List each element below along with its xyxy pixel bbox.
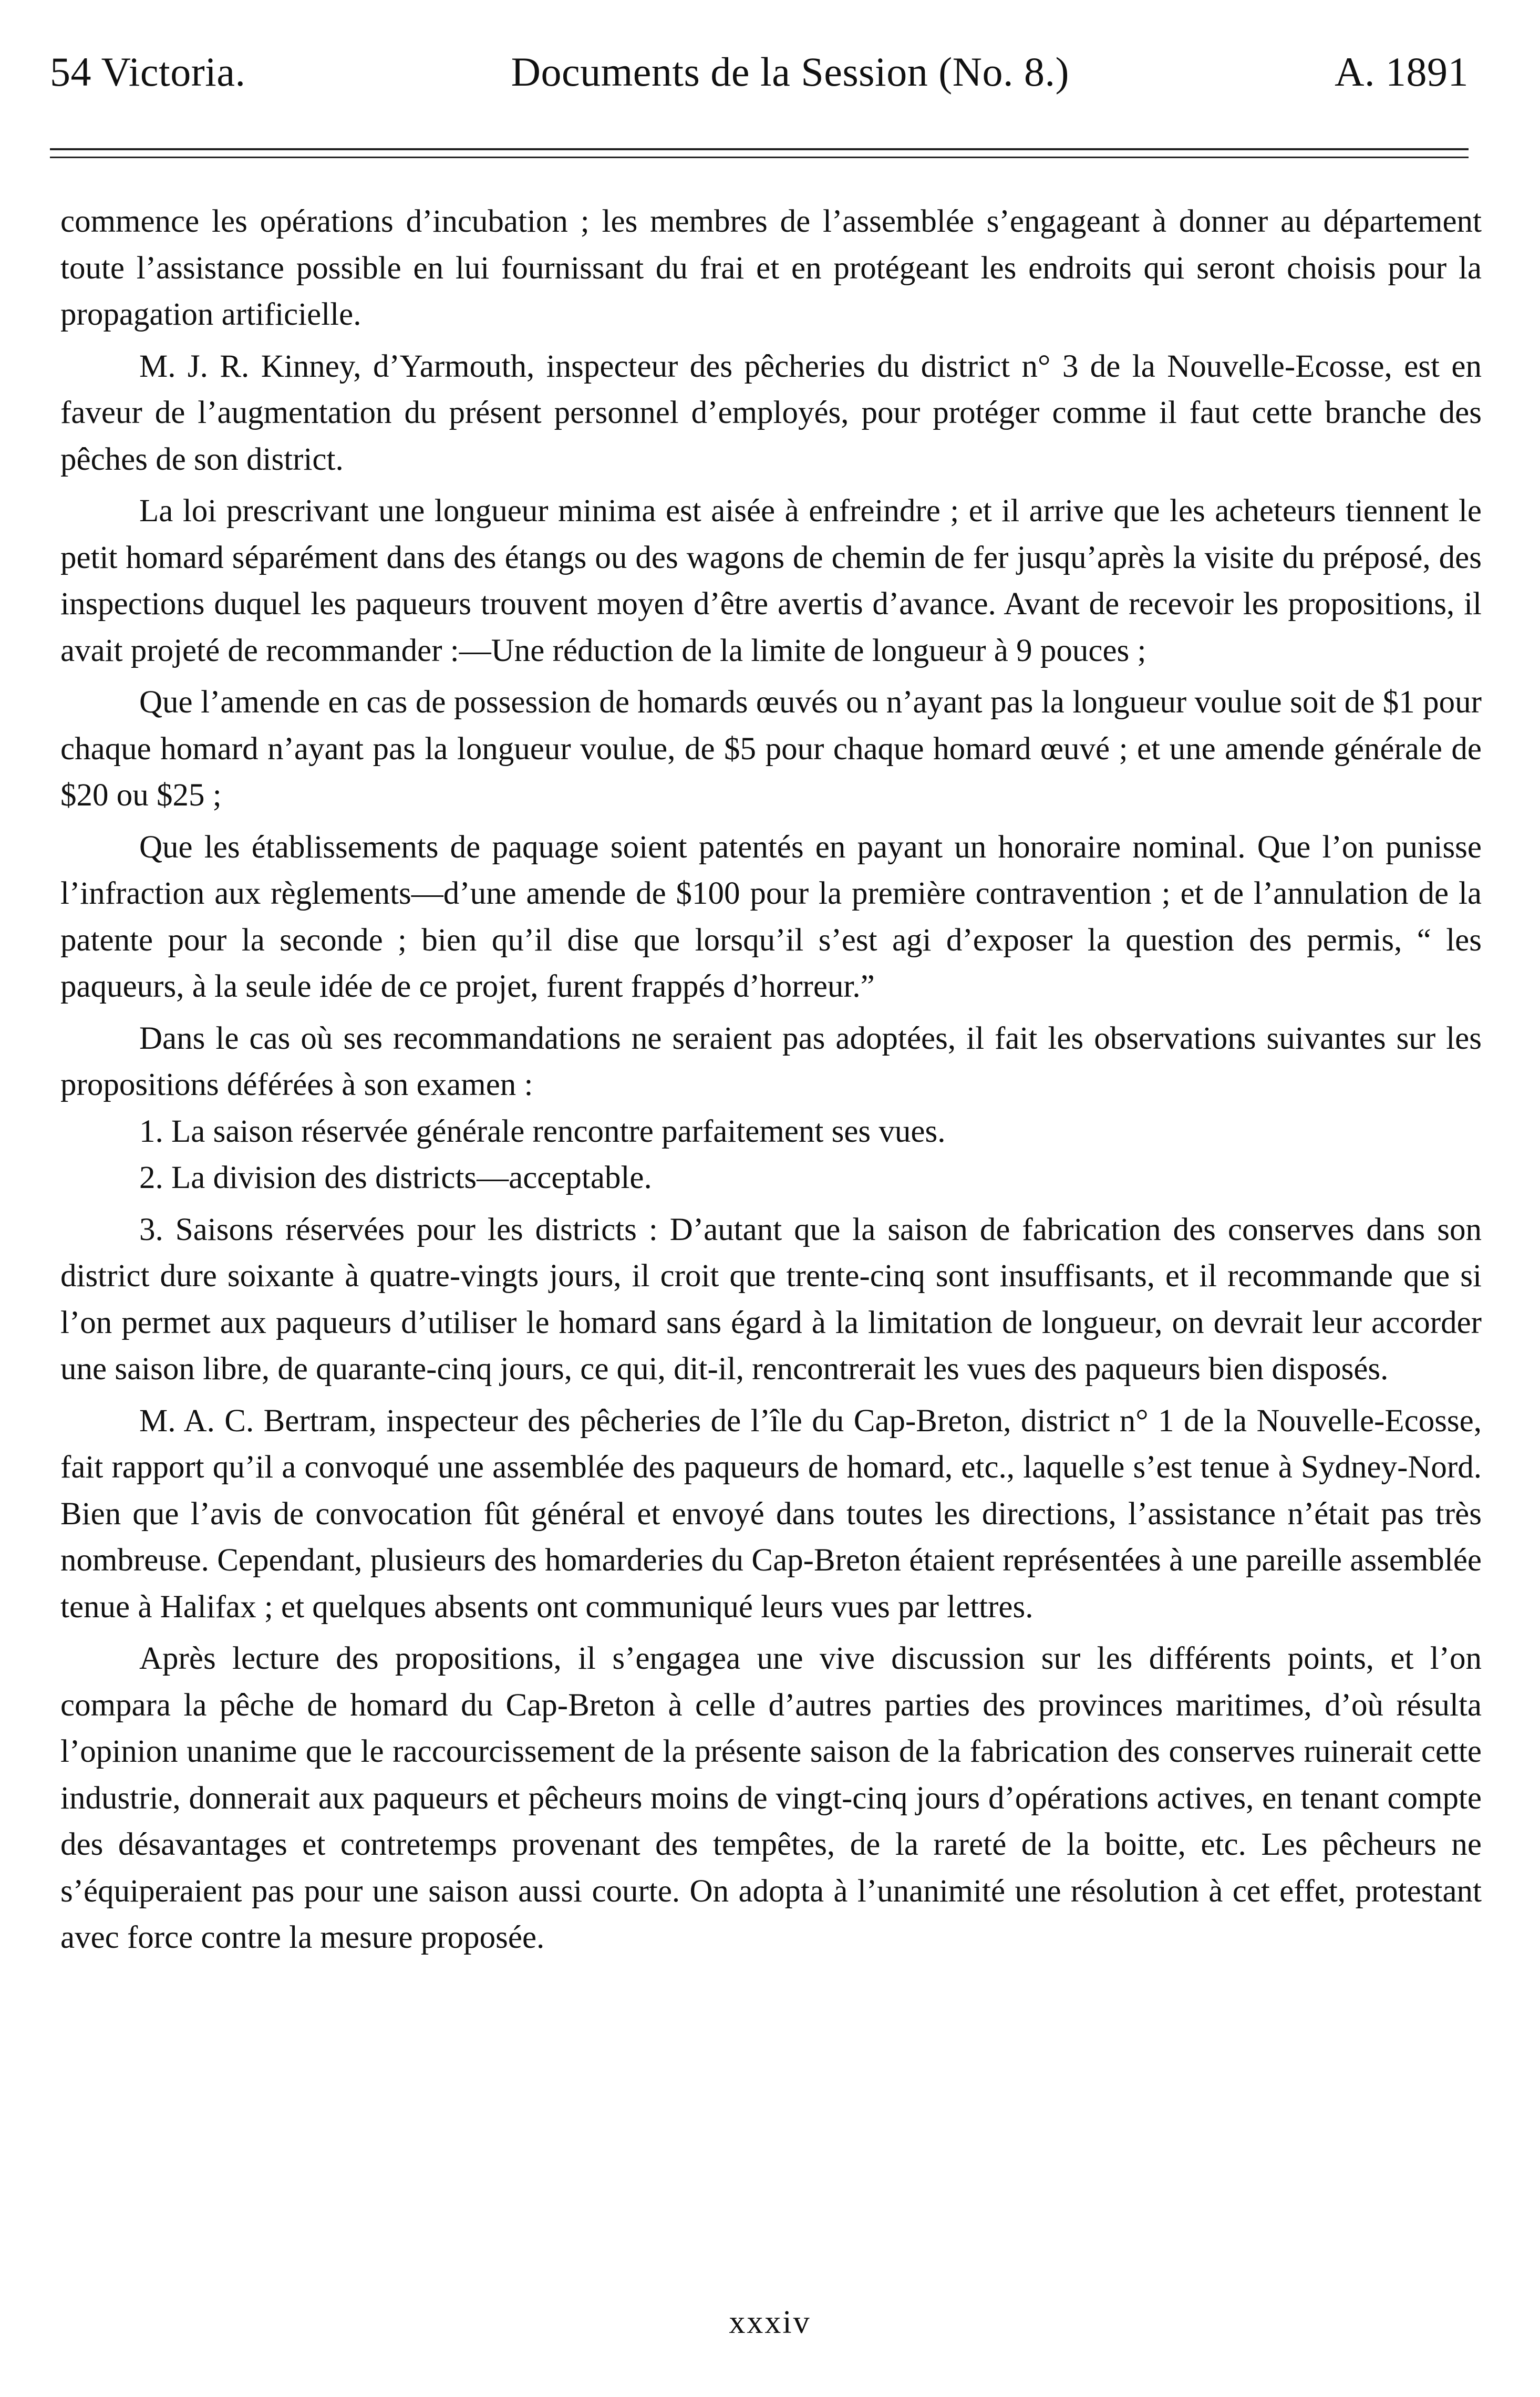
body-text: [60, 199, 1482, 1961]
header-document-title: Documents de la Session (No. 8.): [511, 49, 1069, 95]
list-item-3: 3. Saisons réservées pour les districts : D’autant que la saison de fabrication des conserves dans son district dure soixante à quatre-vingts jours, il croit que trente-cinq sont insuffisants, et il recommande que si l’on permet aux paqueurs d’utiliser le homard sans égard à la limitation de longueur, on devrait leur accorder une saison libre, de quarante-cinq jours, ce qui, dit-il, rencontrerait les vues des paqueurs bien disposés.: [60, 1212, 1482, 1387]
header-rule-bottom: [50, 157, 1469, 158]
paragraph-incubation: commence les opérations d’incubation ; les membres de l’assemblée s’engageant à donner au département toute l’assistance possible en lui fournissant du frai et en protégeant les endroits qui seront choisis pour la propagation artificielle.: [60, 204, 1482, 332]
paragraph-discussion: Après lecture des propositions, il s’engagea une vive discussion sur les différents points, et l’on compara la pêche de homard du Cap-Breton à celle d’autres parties des provinces maritimes, d’où résulta l’opinion unanime que le raccourcissement de la présente saison de la fabrication des conserves ruinerait cette industrie, donnerait aux paqueurs et pêcheurs moins de vingt-cinq jours d’opérations actives, en tenant compte des désavantages et contretemps provenant des tempêtes, de la rareté de la boitte, etc. Les pêcheurs ne s’équiperaient pas pour une saison aussi courte. On adopta à l’unanimité une résolution à cet effet, protestant avec force contre la mesure proposée.: [60, 1641, 1482, 1955]
header-rule-top: [50, 148, 1469, 150]
paragraph-kinney: M. J. R. Kinney, d’Yarmouth, inspecteur des pêcheries du district n° 3 de la Nouvelle-Ecosse, est en faveur de l’augmentation du présent personnel d’employés, pour protéger comme il faut cette branche des pêches de son district.: [60, 348, 1482, 477]
header-annee: A. 1891: [1335, 49, 1469, 95]
paragraph-patente: Que les établissements de paquage soient patentés en payant un honoraire nominal. Que l’on punisse l’infraction aux règlements—d’une amende de $100 pour la première contravention ; et de l’annulation de la patente pour la seconde ; bien qu’il dise que lorsqu’il s’est agi d’exposer la question des permis, “ les paqueurs, à la seule idée de ce projet, furent frappés d’horreur.”: [60, 829, 1482, 1004]
page-number: xxxiv: [729, 2305, 811, 2340]
header-session-year: 54 Victoria.: [50, 49, 246, 95]
paragraph-bertram: M. A. C. Bertram, inspecteur des pêcheries de l’île du Cap-Breton, district n° 1 de la Nouvelle-Ecosse, fait rapport qu’il a convoqué une assemblée des paqueurs de homard, etc., laquelle s’est tenue à Sydney-Nord. Bien que l’avis de convocation fût général et envoyé dans toutes les directions, l’assistance n’était pas très nombreuse. Cependant, plusieurs des homarderies du Cap-Breton étaient représentées à une pareille assemblée tenue à Halifax ; et quelques absents ont communiqué leurs vues par lettres.: [60, 1403, 1482, 1625]
paragraph-amende: Que l’amende en cas de possession de homards œuvés ou n’ayant pas la longueur voulue soit de $1 pour chaque homard n’ayant pas la longueur voulue, de $5 pour chaque homard œuvé ; et une amende générale de $20 ou $25 ;: [60, 685, 1482, 813]
paragraph-longueur-minima: La loi prescrivant une longueur minima est aisée à enfreindre ; et il arrive que les acheteurs tiennent le petit homard séparément dans des étangs ou des wagons de chemin de fer jusqu’après la visite du préposé, des inspections duquel les paqueurs trouvent moyen d’être avertis d’avance. Avant de recevoir les propositions, il avait projeté de recommander :—Une réduction de la limite de longueur à 9 pouces ;: [60, 493, 1482, 668]
page-header: [50, 48, 1469, 111]
list-item-2: 2. La division des districts—acceptable.: [139, 1160, 652, 1195]
list-item-1: 1. La saison réservée générale rencontre parfaitement ses vues.: [139, 1113, 946, 1149]
paragraph-observations: Dans le cas où ses recommandations ne seraient pas adoptées, il fait les observations suivantes sur les propositions déférées à son examen :: [60, 1020, 1482, 1102]
